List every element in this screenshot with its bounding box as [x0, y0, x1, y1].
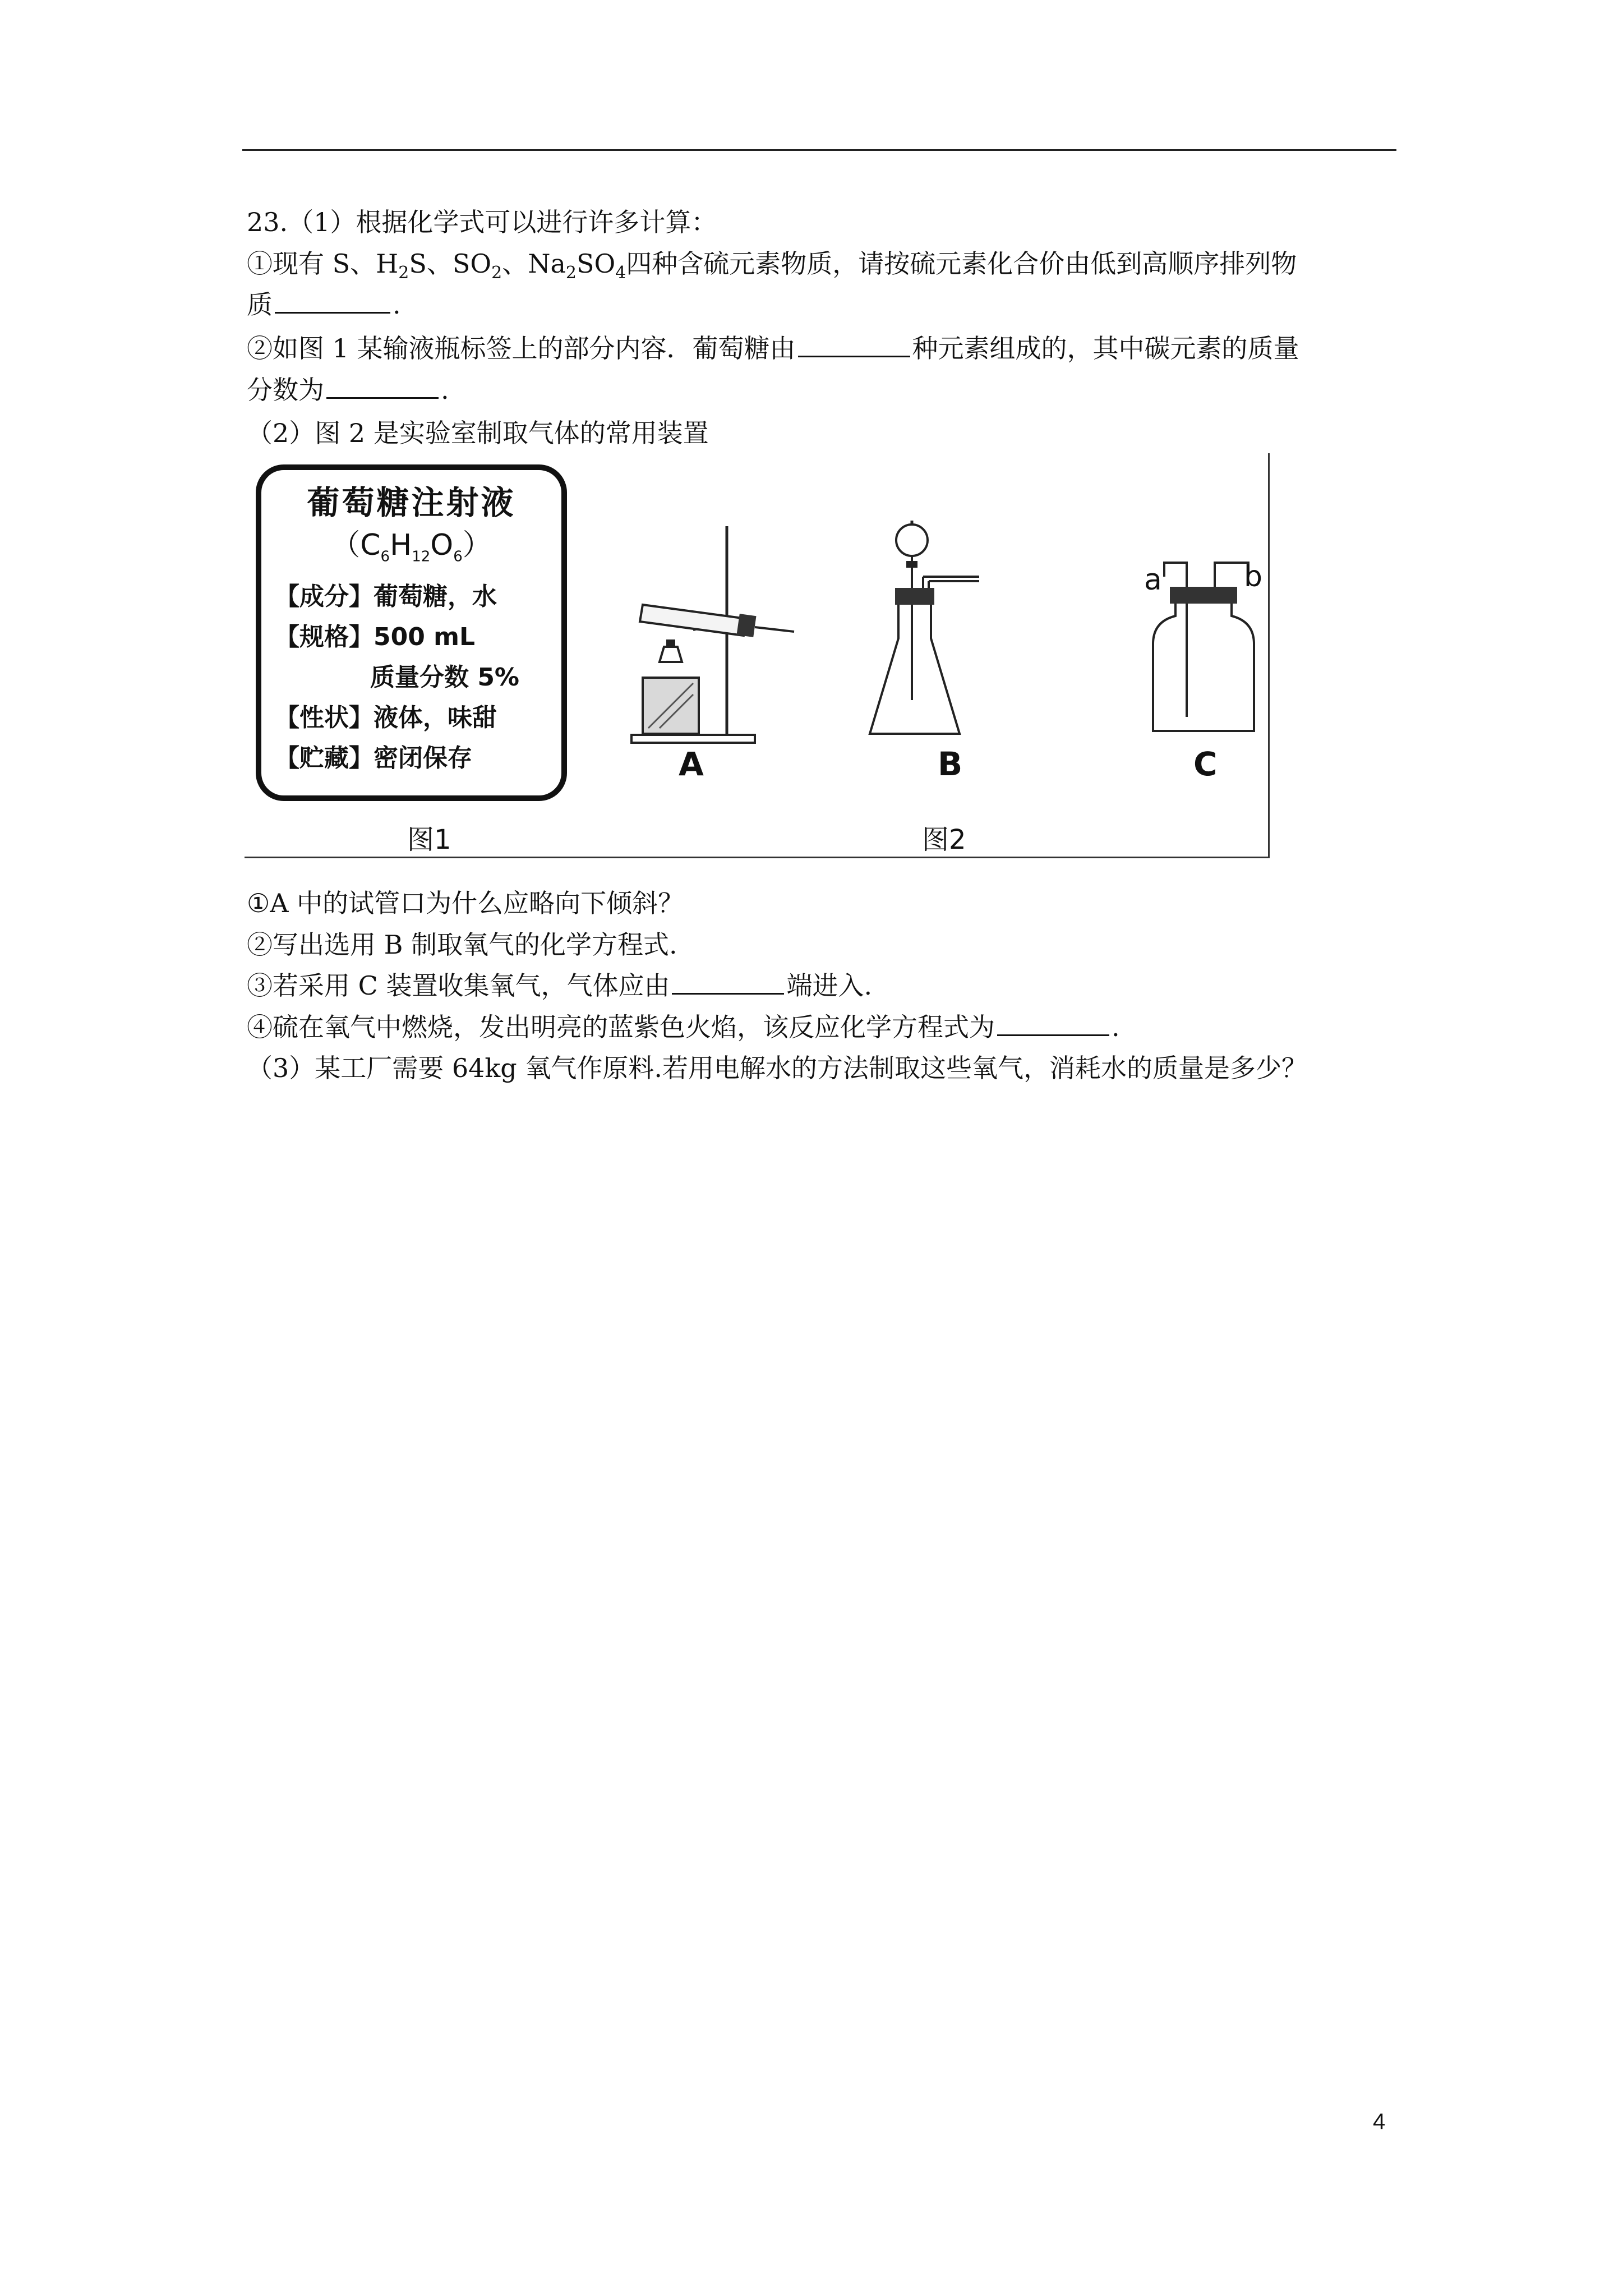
label-row: 【规格】500 mL: [275, 623, 476, 652]
label-row: 质量分数 5%: [370, 663, 520, 692]
figure-panel: [245, 453, 1270, 858]
sub-question-2: ②写出选用 B 制取氧气的化学方程式.: [247, 930, 677, 960]
part-2-heading: （2）图 2 是实验室制取气体的常用装置: [247, 418, 709, 448]
answer-blank[interactable]: [672, 968, 784, 995]
apparatus-b-label: B: [938, 745, 963, 783]
question-2-line2: 分数为 .: [247, 372, 449, 407]
sub-question-4: ④硫在氧气中燃烧，发出明亮的蓝紫色火焰，该反应化学方程式为 .: [247, 1010, 1120, 1044]
apparatus-c-label: C: [1193, 745, 1218, 783]
glucose-formula: $(C_6H_{12}O_6)$: [331, 528, 492, 565]
sub-question-3: ③若采用 C 装置收集氧气，气体应由 端进入.: [247, 968, 872, 1002]
page-number: 4: [1373, 2109, 1386, 2134]
figure-2-caption: 图2: [922, 824, 966, 855]
question-1-line2: 质 .: [247, 287, 401, 321]
port-b-label: b: [1244, 560, 1263, 593]
question-intro: 23.（1）根据化学式可以进行许多计算：: [247, 207, 717, 237]
question-2-line1: ②如图 1 某输液瓶标签上的部分内容．葡萄糖由 种元素组成的，其中碳元素的质量: [247, 331, 1299, 365]
answer-blank[interactable]: [326, 372, 439, 399]
port-a-label: a: [1144, 563, 1162, 597]
apparatus-a-label: A: [679, 745, 704, 783]
figure-border: [245, 857, 1270, 858]
part-3-question: （3）某工厂需要 64kg 氧气作原料.若用电解水的方法制取这些氧气，消耗水的质量是多少？: [247, 1053, 1307, 1083]
sub-question-1: ①A 中的试管口为什么应略向下倾斜？: [247, 888, 684, 918]
answer-blank[interactable]: [275, 287, 390, 314]
apparatus-a-heating-tube: [626, 515, 828, 751]
infusion-label-card: [256, 464, 567, 801]
answer-blank[interactable]: [997, 1010, 1109, 1036]
answer-blank[interactable]: [798, 331, 910, 357]
label-row: 【贮藏】密闭保存: [275, 744, 472, 773]
label-title: 葡萄糖注射液: [307, 484, 516, 522]
apparatus-b-flask: [867, 509, 1035, 751]
label-row: 【性状】液体，味甜: [275, 703, 497, 733]
figure-border: [1268, 453, 1270, 858]
question-1-line1: ①现有 S、$H_2S$、$SO_2$、$Na_2SO_4$四种含硫元素物质，请按硫元素化合价由低到高顺序排列物: [247, 249, 1297, 283]
header-rule: [242, 149, 1396, 151]
figure-1-caption: 图1: [407, 824, 451, 855]
label-row: 【成分】葡萄糖，水: [275, 582, 497, 611]
